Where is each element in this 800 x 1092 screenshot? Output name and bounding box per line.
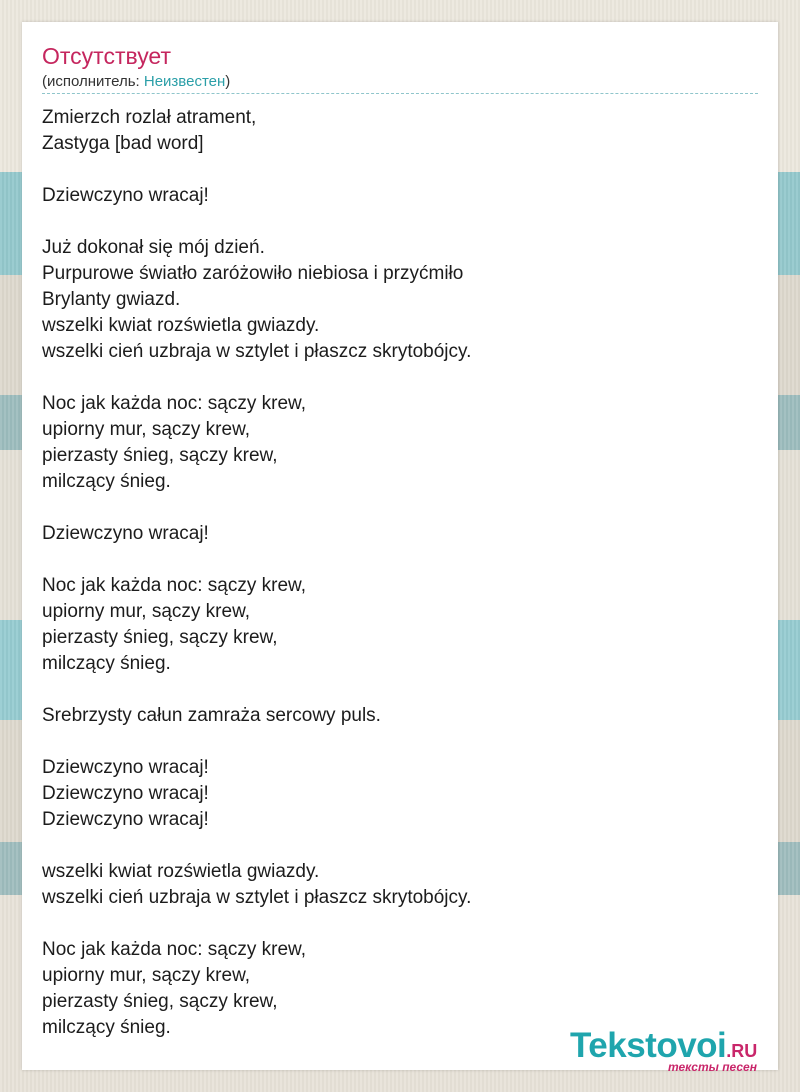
lyric-line: wszelki cień uzbraja w sztylet i płaszcz skrytobójcy. — [42, 887, 472, 908]
stanza-break — [42, 157, 742, 183]
title-divider — [42, 93, 758, 94]
site-logo[interactable] — [570, 1026, 780, 1078]
stanza-break — [42, 833, 742, 859]
lyric-line: Purpurowe światło zaróżowiło niebiosa i przyćmiło — [42, 263, 464, 284]
stanza-break — [42, 729, 742, 755]
lyric-line: wszelki cień uzbraja w sztylet i płaszcz skrytobójcy. — [42, 341, 472, 362]
lyric-line: Brylanty gwiazd. — [42, 289, 181, 310]
lyric-line: pierzasty śnieg, sączy krew, — [42, 445, 278, 466]
lyric-line: Zmierzch rozlał atrament, — [42, 107, 257, 128]
lyric-line: wszelki kwiat rozświetla gwiazdy. — [42, 861, 320, 882]
stanza-break — [42, 209, 742, 235]
lyric-line: Dziewczyno wracaj! — [42, 185, 209, 206]
logo-tld: .RU — [726, 1041, 758, 1061]
artist-line — [42, 72, 230, 92]
lyric-line: milczący śnieg. — [42, 653, 171, 674]
lyrics-card — [22, 22, 778, 1074]
artist-suffix: ) — [225, 73, 231, 90]
lyric-line: Dziewczyno wracaj! — [42, 809, 209, 830]
lyric-line: upiorny mur, sączy krew, — [42, 419, 251, 440]
stanza-break — [42, 911, 742, 937]
stanza-break — [42, 547, 742, 573]
stanza-break — [42, 677, 742, 703]
lyrics-text — [42, 105, 742, 1041]
lyric-line: Noc jak każda noc: sączy krew, — [42, 939, 306, 960]
artist-prefix: (исполнитель: — [42, 73, 144, 90]
lyric-line: Noc jak każda noc: sączy krew, — [42, 575, 306, 596]
lyric-line: Dziewczyno wracaj! — [42, 757, 209, 778]
logo-tagline: тексты песен — [668, 1060, 757, 1074]
lyric-line: Noc jak każda noc: sączy krew, — [42, 393, 306, 414]
lyric-line: Dziewczyno wracaj! — [42, 523, 209, 544]
lyric-line: milczący śnieg. — [42, 1017, 171, 1038]
stanza-break — [42, 495, 742, 521]
logo-name: Tekstovoi — [570, 1026, 727, 1065]
lyric-line: pierzasty śnieg, sączy krew, — [42, 991, 278, 1012]
song-title: Отсутствует — [42, 43, 171, 69]
lyric-line: upiorny mur, sączy krew, — [42, 601, 251, 622]
lyric-line: Srebrzysty całun zamraża sercowy puls. — [42, 705, 381, 726]
artist-link[interactable]: Неизвестен — [143, 73, 226, 90]
lyric-line: wszelki kwiat rozświetla gwiazdy. — [42, 315, 320, 336]
lyric-line: upiorny mur, sączy krew, — [42, 965, 251, 986]
lyric-line: Zastyga [bad word] — [42, 133, 204, 154]
lyric-line: Dziewczyno wracaj! — [42, 783, 209, 804]
lyric-line: milczący śnieg. — [42, 471, 171, 492]
lyric-line: Już dokonał się mój dzień. — [42, 237, 265, 258]
lyric-line: pierzasty śnieg, sączy krew, — [42, 627, 278, 648]
stanza-break — [42, 365, 742, 391]
